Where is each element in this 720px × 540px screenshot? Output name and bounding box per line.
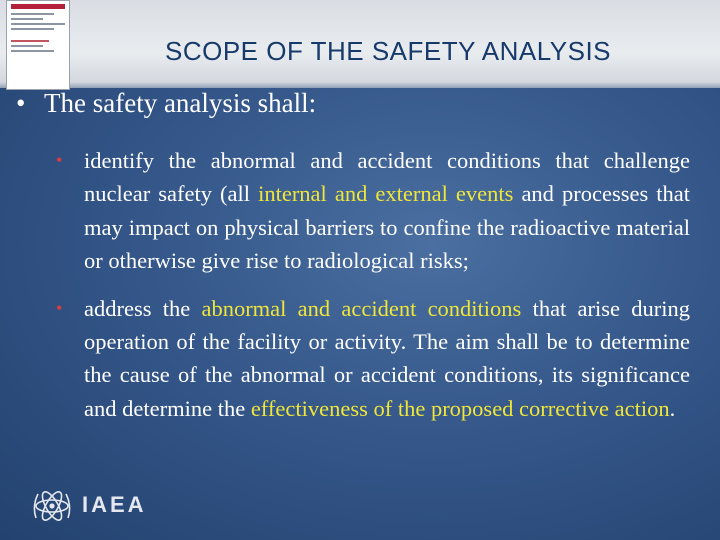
sub-bullet-item — [56, 292, 690, 426]
item-text: identify the abnormal and accident conditions that challenge nuclear safety (all — [84, 148, 690, 207]
bullet-dot: • — [16, 88, 26, 118]
item-text: address the — [84, 295, 202, 321]
item-text: that arise during operation of the facility or activity. The aim shall be to determine the cause of the abnormal or accident conditions, its significance and determine the — [84, 295, 690, 421]
item-text: and processes that may impact on physical barriers to confine the radioactive material or otherwise give rise to radiological risks; — [84, 181, 690, 274]
highlighted-text: effectiveness of the proposed corrective action — [250, 395, 670, 421]
sub-bullet-list — [56, 144, 690, 439]
level1-text: The safety analysis shall: — [44, 88, 317, 118]
iaea-wordmark: IAEA — [82, 492, 147, 517]
highlighted-text: internal and external events — [258, 181, 514, 207]
highlighted-text: abnormal and accident conditions — [201, 295, 522, 321]
iaea-logo — [30, 482, 170, 532]
level1-bullet-item — [16, 88, 696, 119]
bullet-dot: • — [56, 150, 63, 170]
bullet-dot: • — [56, 297, 63, 318]
item-text: . — [669, 395, 676, 421]
slide-title: SCOPE OF THE SAFETY ANALYSIS — [164, 36, 612, 66]
iaea-atom-emblem-icon — [30, 484, 74, 528]
sub-bullet-item — [56, 144, 690, 278]
